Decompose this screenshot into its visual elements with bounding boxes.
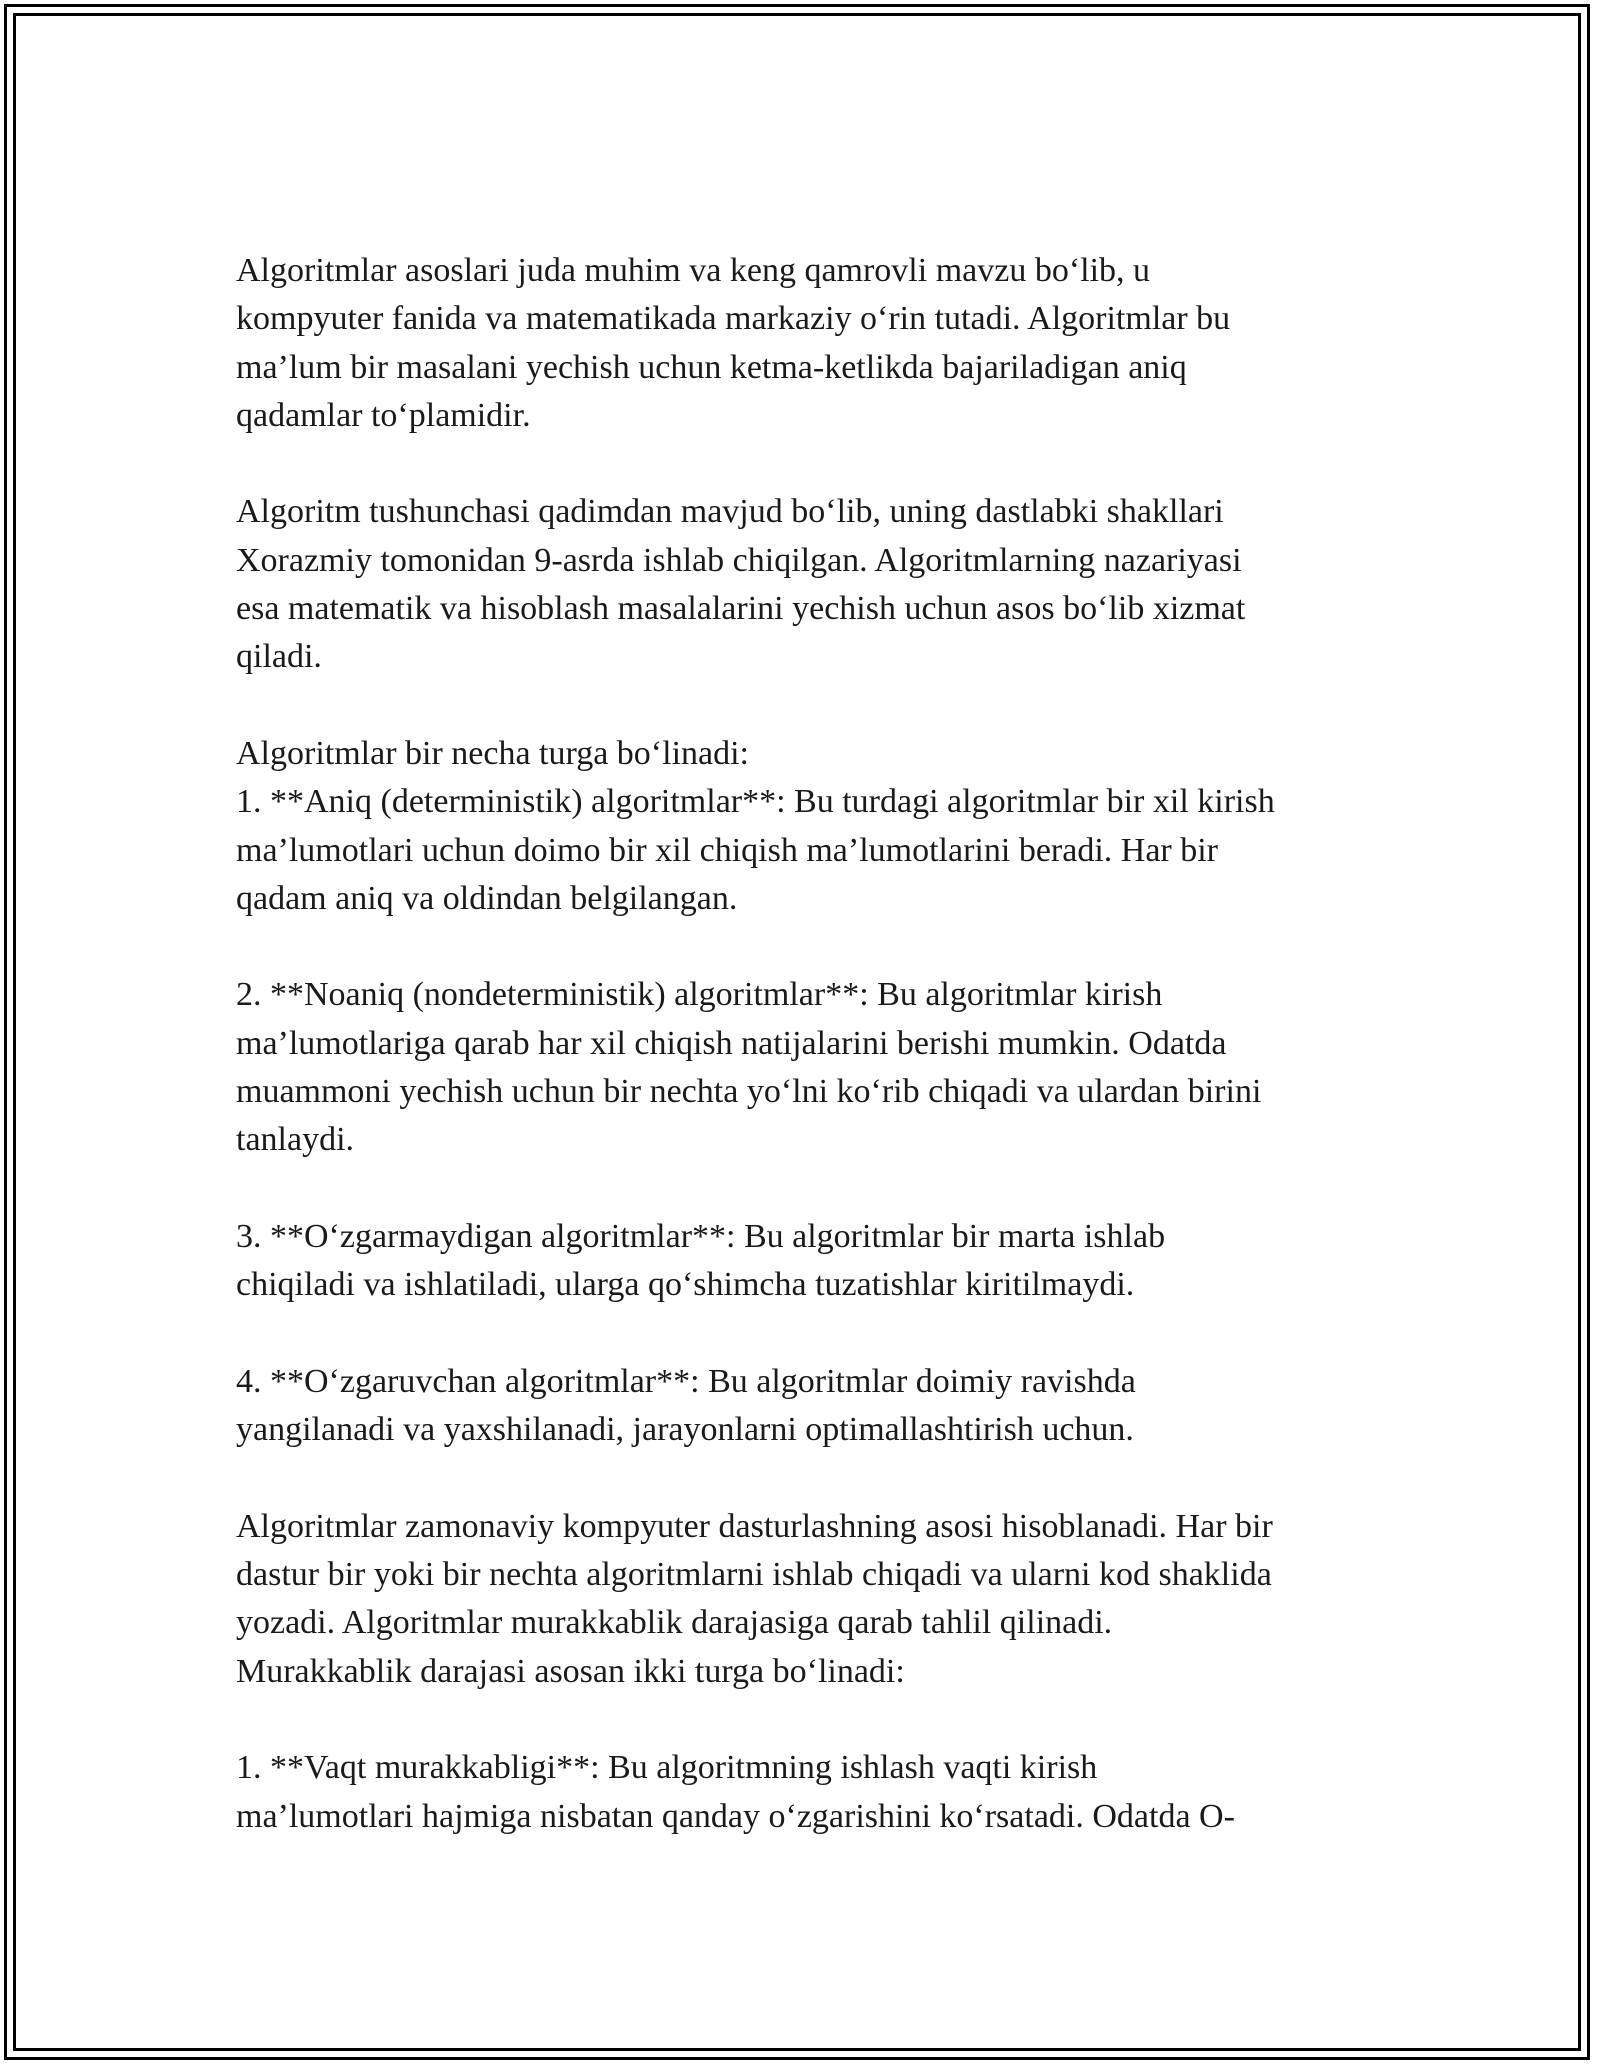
text-line: qadamlar to‘plamidir. — [236, 396, 531, 434]
paragraph-types-deterministic — [236, 730, 1370, 923]
paragraph-nondeterministic — [236, 971, 1370, 1164]
text-line: 1. **Aniq (deterministik) algoritmlar**: Bu turdagi algoritmlar bir xil kirish — [236, 783, 1275, 821]
text-line: yozadi. Algoritmlar murakkablik darajasiga qarab tahlil qilinadi. — [236, 1604, 1113, 1642]
text-line: esa matematik va hisoblash masalalarini yechish uchun asos bo‘lib xizmat — [236, 590, 1246, 628]
text-line: qiladi. — [236, 638, 322, 676]
paragraph-complexity — [236, 1503, 1370, 1696]
paragraph-static — [236, 1213, 1370, 1310]
text-line: 4. **O‘zgaruvchan algoritmlar**: Bu algoritmlar doimiy ravishda — [236, 1362, 1136, 1400]
text-line: qadam aniq va oldindan belgilangan. — [236, 879, 738, 917]
paragraph-dynamic — [236, 1358, 1370, 1455]
text-line: ma’lumotlari uchun doimo bir xil chiqish ma’lumotlarini beradi. Har bir — [236, 831, 1218, 869]
text-line: Algoritmlar bir necha turga bo‘linadi: — [236, 734, 750, 772]
text-line: ma’lumotlariga qarab har xil chiqish natijalarini berishi mumkin. Odatda — [236, 1024, 1227, 1062]
paragraph-time-complexity — [236, 1744, 1370, 1841]
text-line: 3. **O‘zgarmaydigan algoritmlar**: Bu algoritmlar bir marta ishlab — [236, 1217, 1166, 1255]
text-line: chiqiladi va ishlatiladi, ularga qo‘shimcha tuzatishlar kiritilmaydi. — [236, 1266, 1135, 1304]
paragraph-intro — [236, 247, 1370, 440]
text-line: dastur bir yoki bir nechta algoritmlarni ishlab chiqadi va ularni kod shaklida — [236, 1556, 1272, 1594]
text-line: 1. **Vaqt murakkabligi**: Bu algoritmning ishlash vaqti kirish — [236, 1749, 1098, 1787]
text-line: 2. **Noaniq (nondeterministik) algoritmlar**: Bu algoritmlar kirish — [236, 976, 1163, 1014]
paragraph-history — [236, 488, 1370, 681]
text-line: yangilanadi va yaxshilanadi, jarayonlarni optimallashtirish uchun. — [236, 1411, 1134, 1449]
text-line: ma’lum bir masalani yechish uchun ketma-ketlikda bajariladigan aniq — [236, 348, 1187, 386]
document-body — [236, 247, 1370, 1889]
text-line: kompyuter fanida va matematikada markaziy o‘rin tutadi. Algoritmlar bu — [236, 300, 1231, 338]
text-line: muammoni yechish uchun bir nechta yo‘lni ko‘rib chiqadi va ulardan birini — [236, 1073, 1262, 1111]
text-line: Algoritm tushunchasi qadimdan mavjud bo‘lib, uning dastlabki shakllari — [236, 493, 1224, 531]
text-line: tanlaydi. — [236, 1121, 355, 1159]
text-line: Algoritmlar zamonaviy kompyuter dasturlashning asosi hisoblanadi. Har bir — [236, 1507, 1273, 1545]
text-line: ma’lumotlari hajmiga nisbatan qanday o‘zgarishini ko‘rsatadi. Odatda O- — [236, 1797, 1235, 1835]
text-line: Murakkablik darajasi asosan ikki turga bo‘linadi: — [236, 1652, 905, 1690]
text-line: Algoritmlar asoslari juda muhim va keng qamrovli mavzu bo‘lib, u — [236, 252, 1151, 289]
text-line: Xorazmiy tomonidan 9-asrda ishlab chiqilgan. Algoritmlarning nazariyasi — [236, 541, 1242, 579]
